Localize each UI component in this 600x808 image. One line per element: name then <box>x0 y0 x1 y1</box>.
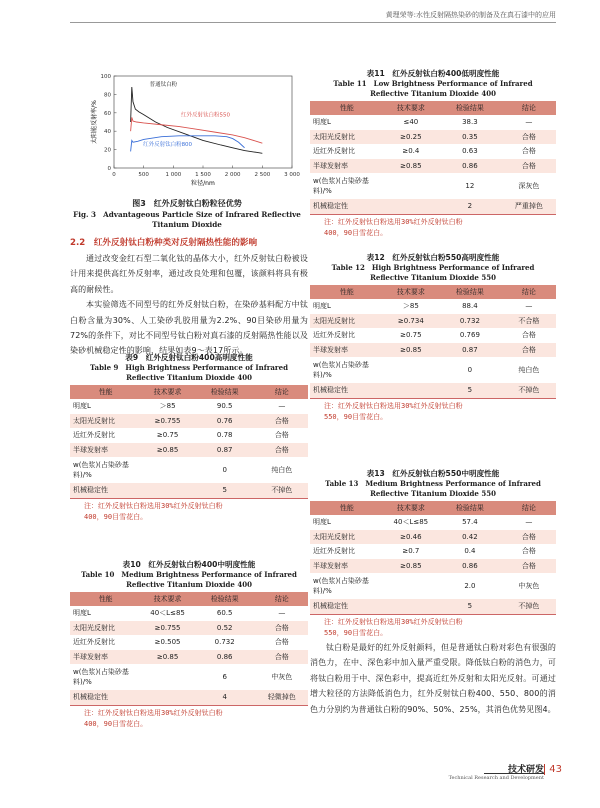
table-cell: 合格 <box>256 621 308 636</box>
row-label: 半球发射率 <box>70 650 141 665</box>
table-row <box>310 173 556 199</box>
table-note-line1: 注：红外反射钛白粉选用30%红外反射钛白粉 <box>324 401 463 410</box>
table-note-line1: 注：红外反射钛白粉选用30%红外反射钛白粉 <box>84 501 223 510</box>
table-caption-en-line1: Table 11 Low Brightness Performance of Infrared <box>333 79 533 88</box>
y-tick-label: 100 <box>100 74 111 80</box>
y-tick-label: 0 <box>107 166 111 172</box>
x-tick-label: 2 000 <box>224 172 241 178</box>
x-tick-label: 0 <box>112 172 116 178</box>
table-t12 <box>310 252 556 424</box>
table-cell: 0.87 <box>438 343 502 358</box>
table-row <box>310 314 556 329</box>
row-label: 太阳光反射比 <box>310 530 384 545</box>
row-label: 半球发射率 <box>310 559 384 574</box>
table-cell: ＞85 <box>159 402 176 411</box>
row-label: 机械稳定性 <box>310 199 384 214</box>
table-cell: 0.4 <box>464 547 476 556</box>
table-cell: 4 <box>194 690 256 705</box>
table-cell: 5 <box>438 383 502 398</box>
table-t9 <box>70 352 308 524</box>
table-caption-en-line2: Reflective Titanium Dioxide 400 <box>126 372 252 382</box>
paragraph-2: 本实验筛选不同型号的红外反射钛白粉，在染砂基料配方中钛白粉含量为30%、人工染砂乳胶用量为2.2%、90目染砂用量为72%的条件下，对比不同型号钛白粉对真石漆的反射隔热性能以及染砂机械稳定性的影响，结果如表9～表17所示。 <box>70 300 308 356</box>
table-row <box>310 530 556 545</box>
series-label-1: 普通钛白粉 <box>149 82 178 89</box>
table-cell: ≥0.85 <box>384 559 438 574</box>
table-cell: 纯白色 <box>271 466 293 475</box>
table-cell: 0.42 <box>438 530 502 545</box>
section-title: 2.2 红外反射钛白粉种类对反射隔热性能的影响 <box>70 238 258 248</box>
table-row <box>70 443 308 458</box>
data-table <box>70 592 308 706</box>
plot-frame <box>114 76 292 168</box>
row-label: w(色浆)(占染砂基料)/% <box>313 361 369 380</box>
series-line-2 <box>131 117 263 143</box>
table-cell: 合格 <box>521 331 536 340</box>
row-label: 近红外反射比 <box>73 638 115 647</box>
table-row <box>70 414 308 429</box>
table-note-line1: 注：红外反射钛白粉选用30%红外反射钛白粉 <box>324 217 463 226</box>
row-label: 近红外反射比 <box>313 147 355 156</box>
table-row <box>70 606 308 621</box>
table-note-line1: 注：红外反射钛白粉选用30%红外反射钛白粉 <box>84 708 223 717</box>
table-row <box>70 399 308 414</box>
table-cell: 0.76 <box>194 414 256 429</box>
paragraph-1: 通过改变金红石型二氧化钛的晶体大小，红外反射钛白粉被设计用来提供高红外反射率，通过改良处理和包覆，该颜料将具有极高的耐候性。 <box>70 254 308 294</box>
table-cell: ≥0.85 <box>141 443 193 458</box>
column-header: 性能 <box>70 592 141 607</box>
table-cell: 38.3 <box>462 118 478 127</box>
row-label: 半球发射率 <box>70 443 141 458</box>
table-cell: 合格 <box>502 343 556 358</box>
figure-caption-en <box>62 210 312 229</box>
table-cell <box>384 357 438 383</box>
table-cell: 合格 <box>256 414 308 429</box>
table-caption-cn: 表10 红外反射钛白粉400中明度性能 <box>122 560 256 569</box>
table-cell <box>384 383 438 398</box>
table-cell: 轻微掉色 <box>256 690 308 705</box>
column-header: 技术要求 <box>141 385 193 400</box>
table-cell: 不掉色 <box>256 483 308 498</box>
row-label: 机械稳定性 <box>70 690 141 705</box>
column-header: 性能 <box>310 501 384 516</box>
table-row <box>310 159 556 174</box>
table-cell: 不合格 <box>502 314 556 329</box>
table-row <box>310 328 556 343</box>
table-cell: 合格 <box>256 443 308 458</box>
x-tick-label: 500 <box>138 172 149 178</box>
table-cell: 合格 <box>502 530 556 545</box>
data-table <box>310 101 556 215</box>
table-cell: 合格 <box>256 650 308 665</box>
column-header: 检验结果 <box>194 385 256 400</box>
table-row <box>310 515 556 530</box>
table-row <box>310 599 556 614</box>
table-row <box>310 573 556 599</box>
table-cell: 中灰色 <box>518 582 540 591</box>
row-label: 明度L <box>313 118 331 127</box>
footer-section-label: 技术研发 <box>507 765 544 775</box>
row-label: 明度L <box>73 402 91 411</box>
table-cell <box>141 483 193 498</box>
table-note-line2: 400，90目雪花白。 <box>84 720 148 729</box>
table-caption-cn: 表12 红外反射钛白粉550高明度性能 <box>366 253 500 262</box>
series-label-3: 红外反射钛白粉800 <box>143 141 193 148</box>
table-cell: 2 <box>438 199 502 214</box>
table-t13 <box>310 468 556 640</box>
row-label: 太阳光反射比 <box>310 130 384 145</box>
table-cell: 0.52 <box>194 621 256 636</box>
y-axis-label: 太阳能反射率/% <box>91 100 98 144</box>
column-header: 结论 <box>502 501 556 516</box>
table-note-line2: 550，90目雪花白。 <box>324 413 388 422</box>
table-cell: 合格 <box>274 431 289 440</box>
data-table <box>70 385 308 499</box>
table-caption-cn: 表13 红外反射钛白粉550中明度性能 <box>366 469 500 478</box>
table-cell: 0.86 <box>438 159 502 174</box>
row-label: 明度L <box>73 609 91 618</box>
row-label: 太阳光反射比 <box>70 621 141 636</box>
column-header: 结论 <box>502 285 556 300</box>
data-table <box>310 285 556 399</box>
table-note-line1: 注：红外反射钛白粉选用30%红外反射钛白粉 <box>324 617 463 626</box>
table-cell: 5 <box>438 599 502 614</box>
paragraph-3: 钛白粉是最好的红外反射颜料，但是普通钛白粉对彩色有很强的消色力，在中、深色彩中加入量严重受限。降低钛白粉的消色力，可将钛白粉用于中、深色彩中，提高近红外反射和太阳光反射。可通过增大粒径的方法降低消色力，红外反射钛白粉400、550、800的消色力分别约为普通钛白粉的90%、50%、25%，其消色优势见图4。 <box>310 643 556 714</box>
table-cell: 0.87 <box>194 443 256 458</box>
table-cell: 0.86 <box>438 559 502 574</box>
table-cell: 严重掉色 <box>502 199 556 214</box>
column-header: 技术要求 <box>384 285 438 300</box>
figure-caption-en-line2: Titanium Dioxide <box>152 219 222 229</box>
figure-3-chart <box>72 70 302 190</box>
table-row <box>310 343 556 358</box>
x-tick-label: 1 000 <box>165 172 182 178</box>
table-cell: 6 <box>222 673 227 682</box>
row-label: 明度L <box>313 302 331 311</box>
table-cell: 88.4 <box>462 302 478 311</box>
table-cell: ≥0.755 <box>141 621 193 636</box>
series-label-2: 红外反射钛白粉550 <box>181 112 231 119</box>
table-row <box>70 483 308 498</box>
data-table <box>310 501 556 615</box>
table-t10 <box>70 559 308 731</box>
table-cell: 0 <box>222 466 227 475</box>
footer-rule <box>484 773 544 774</box>
column-header: 检验结果 <box>438 501 502 516</box>
x-tick-label: 2 500 <box>254 172 271 178</box>
table-cell: 合格 <box>521 147 536 156</box>
table-cell: — <box>278 402 286 411</box>
table-cell: ≥0.755 <box>141 414 193 429</box>
table-row <box>310 544 556 559</box>
table-caption-en-line2: Reflective Titanium Dioxide 550 <box>370 488 496 498</box>
table-cell: 12 <box>465 182 475 191</box>
column-header: 性能 <box>70 385 141 400</box>
x-tick-label: 3 000 <box>284 172 300 178</box>
row-label: w(色浆)(占染砂基料)/% <box>73 668 129 687</box>
table-row <box>310 383 556 398</box>
running-header: 黄理荣等:水性反射隔热染砂的制备及在真石漆中的应用 <box>385 11 556 19</box>
table-cell: 0.63 <box>462 147 478 156</box>
table-cell: 合格 <box>502 130 556 145</box>
table-cell: ＞85 <box>402 302 419 311</box>
table-cell: ≥0.85 <box>141 650 193 665</box>
table-caption-cn: 表11 红外反射钛白粉400低明度性能 <box>366 69 500 78</box>
table-row <box>310 559 556 574</box>
figure-caption-cn: 图3 红外反射钛白粉粒径优势 <box>132 199 242 208</box>
column-header: 性能 <box>310 285 384 300</box>
column-header: 结论 <box>502 101 556 116</box>
table-caption-en-line1: Table 13 Medium Brightness Performance of Infrared <box>325 479 541 488</box>
table-cell: 57.4 <box>462 518 478 527</box>
table-cell: 0.732 <box>214 638 235 647</box>
table-cell: — <box>278 609 286 618</box>
row-label: 机械稳定性 <box>310 599 384 614</box>
table-cell: 40＜L≤85 <box>150 609 185 618</box>
column-header: 检验结果 <box>438 101 502 116</box>
table-caption-en-line2: Reflective Titanium Dioxide 400 <box>126 579 252 589</box>
table-cell: ≥0.85 <box>384 159 438 174</box>
column-header: 技术要求 <box>384 101 438 116</box>
table-cell: 2.0 <box>464 582 476 591</box>
table-cell: ≥0.25 <box>384 130 438 145</box>
row-label: 半球发射率 <box>310 159 384 174</box>
table-cell: 60.5 <box>216 609 233 618</box>
table-cell <box>384 599 438 614</box>
row-label: 太阳光反射比 <box>70 414 141 429</box>
x-tick-label: 1 500 <box>195 172 211 178</box>
table-caption-cn: 表9 红外反射钛白粉400高明度性能 <box>125 353 253 362</box>
table-cell <box>384 173 438 199</box>
table-cell: 90.5 <box>216 402 233 411</box>
table-t11 <box>310 68 556 240</box>
table-cell: — <box>525 302 533 311</box>
figure-caption-en-line1: Fig. 3 Advantageous Particle Size of Infrared Reflective <box>73 210 301 219</box>
table-caption-en-line1: Table 9 High Brightness Performance of Infrared <box>90 363 288 372</box>
column-header: 技术要求 <box>141 592 193 607</box>
table-cell: ≥0.7 <box>402 547 420 556</box>
table-caption-en-line1: Table 12 High Brightness Performance of Infrared <box>331 263 535 272</box>
table-cell: — <box>525 118 533 127</box>
column-header: 性能 <box>310 101 384 116</box>
table-cell: 不掉色 <box>502 599 556 614</box>
y-tick-label: 20 <box>104 147 111 154</box>
row-label: 近红外反射比 <box>313 331 355 340</box>
row-label: 明度L <box>313 518 331 527</box>
table-row <box>310 130 556 145</box>
table-note-line2: 400，90目雪花白。 <box>84 513 148 522</box>
page-number: 43 <box>544 764 562 775</box>
table-cell: ≥0.505 <box>154 638 181 647</box>
table-caption-en-line1: Table 10 Medium Brightness Performance of Infrared <box>81 570 297 579</box>
y-tick-label: 80 <box>104 92 111 99</box>
table-cell: 0.78 <box>216 431 233 440</box>
table-row <box>70 428 308 443</box>
row-label: w(色浆)(占染砂基料)/% <box>313 577 369 596</box>
table-cell: 0.86 <box>194 650 256 665</box>
table-row <box>70 621 308 636</box>
body-paragraphs-left <box>70 251 308 359</box>
table-cell: 0 <box>467 366 473 375</box>
table-row <box>310 199 556 214</box>
table-cell: ≥0.734 <box>384 314 438 329</box>
table-cell: ≥0.46 <box>384 530 438 545</box>
row-label: 机械稳定性 <box>310 383 384 398</box>
column-header: 技术要求 <box>384 501 438 516</box>
table-cell: 中灰色 <box>271 673 293 682</box>
header-rule <box>70 22 556 23</box>
table-cell <box>141 664 193 690</box>
table-cell <box>384 573 438 599</box>
row-label: w(色浆)(占染砂基料)/% <box>313 177 369 196</box>
table-cell <box>384 199 438 214</box>
table-row <box>70 650 308 665</box>
table-cell: 纯白色 <box>518 366 540 375</box>
table-caption-en-line2: Reflective Titanium Dioxide 550 <box>370 272 496 282</box>
table-cell: 深灰色 <box>518 182 540 191</box>
table-cell: 合格 <box>502 559 556 574</box>
table-note-line2: 550，90目雪花白。 <box>324 629 388 638</box>
row-label: 太阳光反射比 <box>310 314 384 329</box>
y-tick-label: 40 <box>104 129 111 136</box>
table-cell: 0.769 <box>459 331 480 340</box>
table-row <box>310 115 556 130</box>
table-cell: 不掉色 <box>502 383 556 398</box>
y-tick-label: 60 <box>104 110 111 117</box>
column-header: 结论 <box>256 385 308 400</box>
row-label: 近红外反射比 <box>73 431 115 440</box>
table-row <box>310 357 556 383</box>
row-label: 半球发射率 <box>310 343 384 358</box>
table-caption-en-line2: Reflective Titanium Dioxide 400 <box>370 88 496 98</box>
table-row <box>70 635 308 650</box>
table-row <box>70 457 308 483</box>
table-cell: 5 <box>194 483 256 498</box>
table-cell: ≥0.4 <box>402 147 420 156</box>
footer-section-sub: Technical Research and Development <box>448 775 544 781</box>
table-cell <box>141 457 193 483</box>
table-cell: 0.35 <box>438 130 502 145</box>
table-row <box>310 299 556 314</box>
body-paragraph-right <box>310 640 556 717</box>
table-row <box>310 144 556 159</box>
table-cell: 合格 <box>502 159 556 174</box>
table-row <box>70 690 308 705</box>
table-cell: — <box>525 518 533 527</box>
table-cell: ≥0.75 <box>400 331 422 340</box>
column-header: 检验结果 <box>438 285 502 300</box>
row-label: 近红外反射比 <box>313 547 355 556</box>
row-label: w(色浆)(占染砂基料)/% <box>73 461 129 480</box>
row-label: 机械稳定性 <box>70 483 141 498</box>
x-axis-label: 粒径/nm <box>191 180 215 187</box>
column-header: 检验结果 <box>194 592 256 607</box>
table-cell: 0.732 <box>438 314 502 329</box>
table-cell: 合格 <box>521 547 536 556</box>
table-row <box>70 664 308 690</box>
table-cell: 合格 <box>274 638 289 647</box>
table-cell: ≥0.75 <box>156 431 179 440</box>
table-cell: ≥0.85 <box>384 343 438 358</box>
table-cell: ≤40 <box>403 118 419 127</box>
column-header: 结论 <box>256 592 308 607</box>
table-cell: 40＜L≤85 <box>393 518 429 527</box>
table-note-line2: 400，90目雪花白。 <box>324 229 388 238</box>
table-cell <box>141 690 193 705</box>
